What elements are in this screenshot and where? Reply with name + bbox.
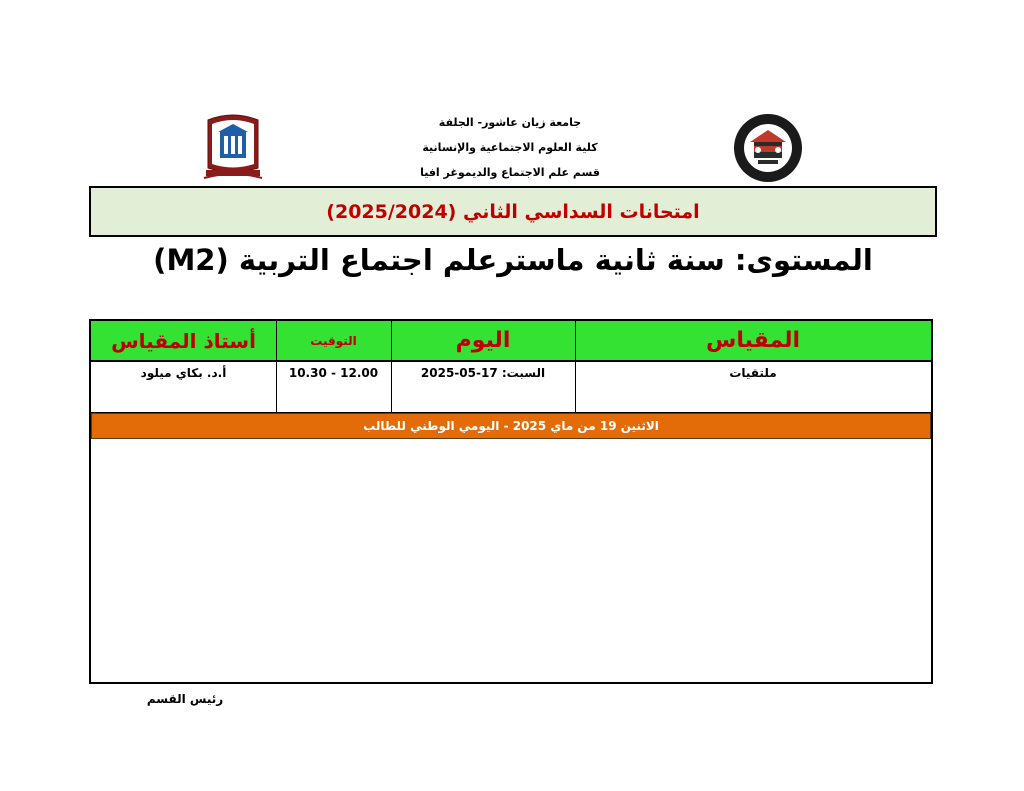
header-time-label: التوقيت (310, 333, 357, 348)
department-head-label: رئيس القسم (146, 692, 224, 706)
exam-title-box (89, 186, 937, 237)
table-header-row (91, 321, 931, 362)
row-time: 12.00 - 10.30 (288, 366, 379, 380)
notice-text: الاثنين 19 من ماي 2025 - اليومي الوطني للطالب (363, 419, 659, 433)
exam-schedule-table (89, 319, 933, 684)
header-day (391, 321, 575, 360)
exam-title: امتحانات السداسي الثاني (2025/2024) (326, 200, 700, 223)
header-day-label: اليوم (455, 328, 511, 353)
universite-de-djelfa-seal-logo (732, 112, 804, 184)
department-name: قسم علم الاجتماع والديموغر افيا (420, 166, 600, 179)
university-name: جامعة زيان عاشور- الجلفة (438, 116, 582, 129)
header-module-label: المقياس (706, 328, 800, 353)
row-module: ملتقيات (729, 366, 777, 380)
header-module (575, 321, 931, 360)
header-time (276, 321, 391, 360)
header-professor-label: أستاذ المقياس (111, 328, 256, 353)
level-heading: المستوى: سنة ثانية ماسترعلم اجتماع التربية (M2) (153, 243, 873, 277)
row-day: السبت: 17-05-2025 (420, 366, 546, 380)
row-professor: أ.د. بكاي ميلود (140, 366, 227, 380)
notice-bar (91, 413, 931, 439)
table-row (91, 362, 931, 413)
header-professor (91, 321, 276, 360)
university-emblem-logo (200, 112, 266, 184)
faculty-name: كلية العلوم الاجتماعية والإنسانية (422, 141, 598, 154)
